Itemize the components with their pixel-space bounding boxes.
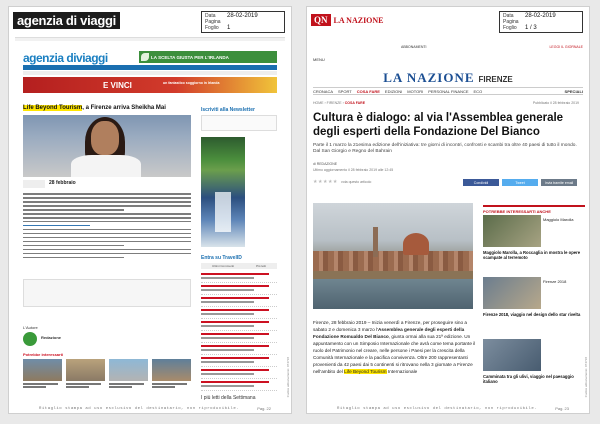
site-topline <box>15 37 285 41</box>
leaf-icon <box>141 53 149 61</box>
page-number: Pag. 23 <box>555 406 569 411</box>
page-number: Pag. 22 <box>257 406 271 411</box>
nav-eco[interactable]: ECO <box>473 88 483 94</box>
nav-cronaca[interactable]: CRONACA <box>313 88 334 94</box>
clipping-footer <box>307 403 589 413</box>
footer-disclaimer: Ritaglio stampa ad uso esclusivo del destinatario, non riproducibile. <box>337 407 538 411</box>
clipping-header <box>311 11 585 35</box>
sheet-value: 1 <box>227 25 231 31</box>
top-banner-ad[interactable]: LA SCELTA GIUSTA PER L'IRLANDA <box>139 51 277 63</box>
crumb-firenze[interactable]: FIRENZE <box>326 101 342 105</box>
date-value: 28-02-2019 <box>525 13 556 19</box>
page-label: Pagina <box>503 19 519 25</box>
list-item[interactable] <box>201 297 277 307</box>
newsletter-box[interactable] <box>201 115 277 131</box>
author-section-title: L'Autore <box>23 325 38 330</box>
publish-date: Pubblicato il 28 febbraio 2019 <box>532 101 579 105</box>
site-tabrow <box>23 71 277 75</box>
section-nav <box>313 87 583 95</box>
list-item[interactable] <box>201 285 277 295</box>
list-item[interactable] <box>201 381 277 391</box>
article-body: Firenze, 28 febbraio 2019 – Inizia venerdì a Firenze, per proseguire sino a sabato 2 e domenica 3 marzo l'Assemblea generale degli esperti della Fondazione Romualdo Del Bianco, giunta ormai alla sua 21ª edizione. Un appuntamento con un Simposio Internazionale che avrà come tema portante il ruolo del Patrimonio nel creare, nelle persone i Paesi per la crescita della Comunità Internazionale e la pacifica convivenza. Oltre 200 rappresentanti provenienti da 42 paesi dai 5 continenti si ritrovano nella 3 giornate a Firenze nell'ambito del Life Beyond Tourism Internazionale <box>313 320 476 374</box>
footer-disclaimer: Ritaglio stampa ad uso esclusivo del destinatario, non riproducibile. <box>39 407 240 411</box>
crumb-cosa-fare[interactable]: COSA FARE <box>344 101 366 105</box>
nav-sport[interactable]: SPORT <box>338 88 352 94</box>
subscription-code: Codice abbonamento: 074718 <box>286 357 290 398</box>
nav-personal-finance[interactable]: PERSONAL FINANCE <box>428 88 469 94</box>
comments-list <box>201 271 277 401</box>
clipping-header <box>13 11 287 35</box>
crumb-home[interactable]: HOME <box>313 101 324 105</box>
menu-button[interactable]: MENU <box>313 57 325 62</box>
article-author: di REDAZIONE <box>313 162 338 166</box>
site-menubar[interactable] <box>23 65 277 70</box>
site-topbar <box>313 43 583 51</box>
nav-cosa-fare[interactable]: COSA FARE <box>356 88 380 94</box>
breadcrumb: HOME › FIRENZE › COSA FARE <box>313 101 366 105</box>
article-body-text <box>23 193 191 261</box>
sheet-label: Foglio <box>503 25 517 31</box>
subscriptions-link[interactable]: ABBONAMENTI <box>401 45 427 49</box>
nav-speciali[interactable]: SPECIALI <box>564 88 583 94</box>
author-avatar <box>23 332 37 346</box>
article-lede: Parte il 1 marzo la 21esima edizione dell'iniziativa: tre giorni di incontri, confronti e scambi tra oltre 40 paesi di tutto il mondo. Dal San Giorgio e Regno del Bahrain <box>313 143 577 155</box>
related-caption[interactable]: Maggiolo Marolla, a Roccaglia in mostra le opere scampate al terremoto <box>483 250 581 261</box>
date-badge <box>23 180 45 188</box>
travel-title[interactable]: Entra su TravelID <box>201 255 242 261</box>
related-thumb[interactable] <box>483 215 541 247</box>
share-buttons <box>463 179 577 186</box>
list-item[interactable] <box>201 357 277 367</box>
clipping-meta-box <box>499 11 583 33</box>
qn-logo: QN LA NAZIONE <box>311 11 384 29</box>
related-thumb[interactable] <box>483 277 541 309</box>
author-name[interactable]: Redazione <box>41 335 62 340</box>
nav-motori[interactable]: MOTORI <box>407 88 424 94</box>
read-newspaper-link[interactable]: LEGGI IL GIORNALE <box>549 45 583 49</box>
subscription-code: Codice abbonamento: 074718 <box>584 357 588 398</box>
related-thumb[interactable] <box>66 359 105 381</box>
nav-edizioni[interactable]: EDIZIONI <box>384 88 403 94</box>
related-thumb[interactable] <box>109 359 148 381</box>
clipping-sheet-agenzia <box>8 6 292 414</box>
masthead[interactable]: LA NAZIONE FIRENZE <box>383 70 513 85</box>
site-logo[interactable]: agenzia diviaggi <box>23 51 108 65</box>
related-caption[interactable]: Firenze 2018, viaggio nel design dello star rivelta <box>483 312 581 317</box>
list-item[interactable] <box>201 333 277 343</box>
related-thumb[interactable] <box>483 339 541 371</box>
date-value: 28-02-2019 <box>227 13 258 19</box>
article-headline: Life Beyond Tourism, a Firenze arriva Sheikha Mai <box>23 105 166 111</box>
article-title: Cultura è dialogo: al via l'Assemblea generale degli esperti della Fondazione Del Bianco <box>313 112 564 138</box>
facebook-share-button[interactable]: Condividi <box>463 179 499 186</box>
date-label: Data <box>205 13 216 19</box>
related-title: Potrebbe interessarti <box>23 352 64 357</box>
related-thumb-label: Maggiolo Marolla <box>543 217 574 222</box>
date-label: Data <box>503 13 514 19</box>
tab-most-read[interactable]: Più letti <box>256 264 266 268</box>
twitter-share-button[interactable]: Tweet <box>502 179 538 186</box>
page-label: Pagina <box>205 19 221 25</box>
newsletter-title[interactable]: Iscriviti alla Newsletter <box>201 107 255 113</box>
sheet-label: Foglio <box>205 25 219 31</box>
email-share-button[interactable]: Invia tramite email <box>541 179 577 186</box>
florence-photo <box>313 203 473 309</box>
article-photo <box>23 115 191 177</box>
headline-highlight: Life Beyond Tourism <box>23 105 83 111</box>
related-title: POTREBBE INTERESSARTI ANCHE <box>483 205 585 214</box>
rating-stars[interactable]: ★★★★★ <box>313 179 338 185</box>
agenzia-logo: agenzia di viaggi <box>13 11 120 29</box>
rating-label: vota questo articolo <box>341 180 372 184</box>
weekly-most-read[interactable]: I più letti della Settimana <box>201 395 256 401</box>
related-thumb[interactable] <box>152 359 191 381</box>
related-thumb[interactable] <box>23 359 62 381</box>
list-item[interactable] <box>201 309 277 319</box>
tab-comments[interactable]: Ultimi Commenti <box>212 264 235 268</box>
comment-box[interactable] <box>23 279 191 307</box>
article-date: 28 febbraio <box>49 180 76 186</box>
related-caption[interactable]: Camminata tra gli ulivi, viaggio nel paesaggio italiano <box>483 374 574 385</box>
related-thumb-label: Firenze 2018 <box>543 279 567 284</box>
clipping-sheet-nazione <box>306 6 590 414</box>
travel-tabs[interactable] <box>201 263 277 269</box>
highlight-life-beyond-tourism: Life Beyond Tourism <box>344 369 387 374</box>
list-item[interactable] <box>201 345 277 355</box>
list-item[interactable] <box>201 273 277 283</box>
clipping-meta-box <box>201 11 285 33</box>
list-item[interactable] <box>201 369 277 379</box>
promo-banner[interactable]: E VINCI un fantastico soggiorno in Irlanda <box>23 77 277 93</box>
related-captions <box>23 383 191 391</box>
sheet-value: 1 / 3 <box>525 25 537 31</box>
clipping-footer <box>9 403 291 413</box>
vertical-ad[interactable] <box>201 137 245 247</box>
article-updated: Ultimo aggiornamento il 28 febbraio 2019 alle 12:45 <box>313 168 394 172</box>
list-item[interactable] <box>201 321 277 331</box>
